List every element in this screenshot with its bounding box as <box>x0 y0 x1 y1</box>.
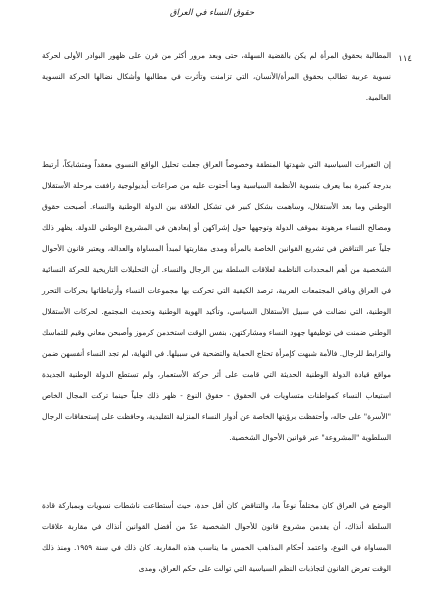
page-number: ١١٤ <box>398 54 412 64</box>
paragraph-political-changes: إن التغيرات السياسية التي شهدتها المنطقة وخصوصاً العراق جعلت تحليل الواقع النسوي معقداً ومتشابكاً، أرتبط بدرجة كبيرة بما يعرف بنسوية الأنظمة السياسية وما أحتوت عليه من صراعات أيديولوجية رافقت مرحلة الأستقلال الوطني وما بعد الأستقلال، وساهمت بشكل كبير في تشكل العلاقة بين الدولة الوطنية والنساء. أصبحت حقوق ومصالح النساء مرهونة بموقف الدولة وتوجهها حول إشراكهن أو إبعادهن في المشروع الوطني للدولة. يظهر ذلك جلياً عبر التناقض في تشريع القوانين الخاصة بالمرأة ومدى مقاربتها لمبدأ المساواة والعدالة، ويعتبر قانون الأحوال الشخصية من أهم المحددات الناظمة لعلاقات السلطة بين الرجال والنساء. أن التحليلات التاريخية للحركة النسائية في العراق وباقي المجتمعات العربية، ترصد الكيفية التي تحركت بها مجموعات النساء وأرتباطاتها بحركات التحرر الوطنية، التي نضالت في سبيل الأستقلال السياسي، وتأكيد الهوية الوطنية وتحديث المجتمع. لحركات الأستقلال الوطني ضمنت في توظيفها جهود النساء ومشاركتهن، بنفس الوقت استخدمن كرموز وأصبحن معاني وقيم للتماسك والترابط للرجال. فالأمة شبهت كإمرأة تحتاج الحماية والتضحية في سبيلها. في النهاية، لم تجد النساء أنفسهن ضمن مواقع قيادة الدولة الوطنية الحديثة التي قامت على أثر حركة الأستعمار، ولم تستطع الدولة الوطنية الجديدة استيعاب النساء كمواطنات متساويات في الحقوق - حقوق النوع - ظهر ذلك جلياً حينما تركت المجال الخاص "الأسرة" على حاله، وأحتفظت برؤيتها الخاصة عن أدوار النساء المنزلية التقليدية، وحافظت على إستحقاقات الرجال السلطوية "المشروعة" عبر قوانين الأحوال الشخصية. <box>42 160 391 442</box>
paragraph-iraq-situation: الوضع في العراق كان مختلفاً نوعاً ما، والتناقض كان أقل حدة، حيث أستطاعت ناشطات نسويات وبمباركة قادة السلطة أنذاك، أن يقدمن مشروع قانون للأحوال الشخصية عدّ من أفضل القوانين أنذاك في مقاربة علاقات المساواة في النوع، واعتمد أحكام المذاهب الخمس ما يناسب هذه المقاربة. كان ذلك في سنة ١٩٥٩. ومنذ ذلك الوقت تعرض القانون لتجاذبات النظم السياسية التي توالت على حكم العراق، ومدى <box>42 501 391 573</box>
paragraph-intro: المطالبة بحقوق المرأة لم يكن بالقضية السهلة، حتى وبعد مرور أكثر من قرن على ظهور البوادر الأولى لحركة نسوية عربية تطالب بحقوق المرأة/الأنسان، التي تزامنت وتأثرت في مطالبها وأشكال نضالها الحركة النسوية العالمية. <box>42 51 391 102</box>
running-title: حقوق النساء في العراق <box>169 8 255 18</box>
